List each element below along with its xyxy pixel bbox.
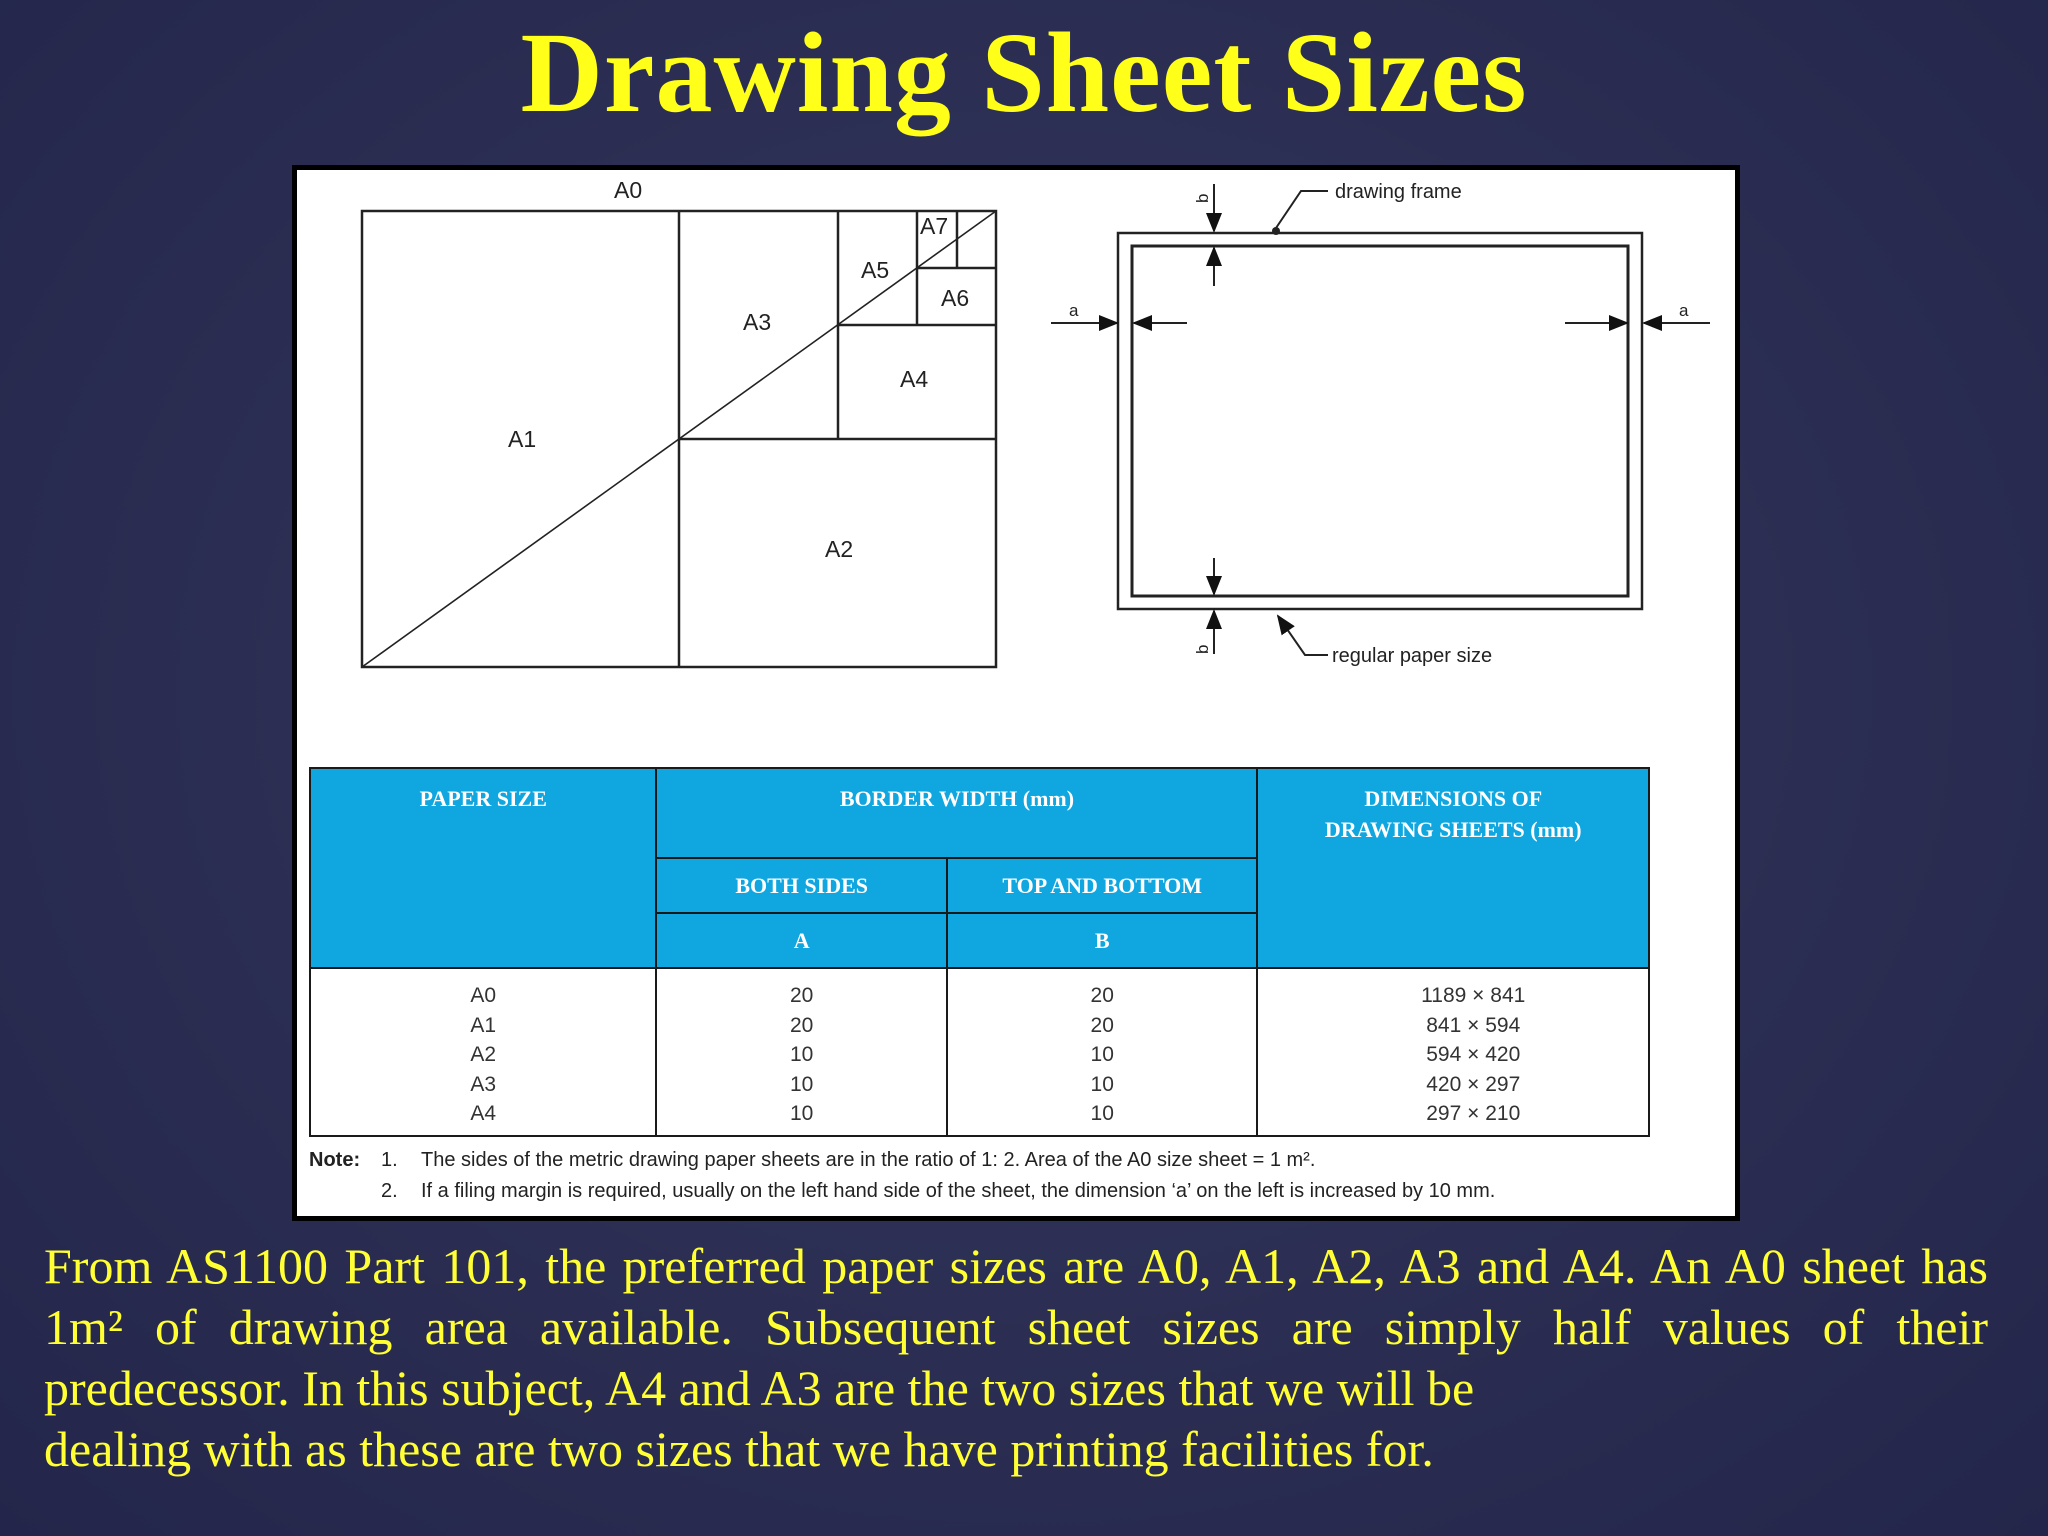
cell-b-a3: 10 (1090, 1072, 1114, 1096)
note-1-number: 1. (381, 1149, 398, 1171)
label-a6: A6 (941, 285, 970, 311)
paper-size-table (309, 767, 1650, 1137)
notes-label: Note: (309, 1149, 361, 1171)
drawing-frame-leader (1276, 191, 1328, 228)
regular-paper-leader (1278, 616, 1328, 655)
cell-a-a0: 20 (790, 984, 814, 1007)
label-a5: A5 (861, 257, 890, 283)
header-col-a: A (656, 913, 947, 968)
label-a7: A7 (920, 213, 949, 239)
table-notes (309, 1145, 1709, 1207)
margin-a-left-label: a (1069, 301, 1079, 320)
cell-size-a0: A0 (470, 984, 497, 1007)
cell-a-a4: 10 (790, 1102, 814, 1125)
drawing-frame-label: drawing frame (1335, 181, 1462, 203)
label-a1: A1 (508, 426, 537, 452)
column-dimensions (1257, 968, 1649, 1136)
label-a3: A3 (743, 309, 772, 335)
cell-dims-a3: 420 × 297 (1426, 1072, 1521, 1096)
cell-a-a2: 10 (790, 1043, 814, 1066)
header-dimensions-line1: DIMENSIONS OF (1364, 786, 1543, 811)
table-body-row (310, 968, 1649, 1136)
regular-paper-rect (1118, 233, 1642, 609)
label-a4: A4 (900, 366, 929, 392)
cell-dims-a0: 1189 × 841 (1421, 984, 1526, 1007)
cell-b-a2: 10 (1090, 1043, 1114, 1066)
cell-size-a4: A4 (470, 1102, 497, 1125)
header-paper-size: PAPER SIZE (310, 768, 656, 968)
cell-b-a0: 20 (1090, 984, 1114, 1007)
regular-paper-label: regular paper size (1332, 645, 1493, 667)
column-border-b (947, 968, 1258, 1136)
cell-b-a1: 20 (1090, 1013, 1114, 1037)
label-a0: A0 (614, 177, 643, 203)
note-2-number: 2. (381, 1180, 398, 1202)
column-border-a (656, 968, 947, 1136)
description-paragraph-1: From AS1100 Part 101, the preferred paper sizes are A0, A1, A2, A3 and A4. An A0 sheet has 1m² of drawing area available. Subsequent sheet sizes are simply half values of their predecessor. In this subject, A4 and A3 are the two sizes that we will be (44, 1238, 1988, 1416)
margin-b-top-label: b (1193, 193, 1212, 203)
cell-size-a3: A3 (470, 1072, 497, 1096)
header-dimensions-line2: DRAWING SHEETS (mm) (1324, 817, 1582, 842)
cell-a-a1: 20 (790, 1013, 814, 1037)
cell-a-a3: 10 (790, 1072, 814, 1096)
margin-a-right-label: a (1679, 301, 1689, 320)
a-series-subdivision-diagram (362, 211, 996, 667)
note-2-text: If a filing margin is required, usually on the left hand side of the sheet, the dimension ‘a’ on the left is increased by 10 mm. (421, 1180, 1496, 1202)
cell-size-a2: A2 (470, 1043, 497, 1066)
margin-b-bottom-label: b (1193, 644, 1212, 654)
diagram-panel (292, 165, 1740, 1221)
header-both-sides: BOTH SIDES (656, 858, 947, 913)
label-a2: A2 (825, 536, 854, 562)
header-col-b: B (947, 913, 1258, 968)
page-title: Drawing Sheet Sizes (520, 9, 1528, 136)
description-paragraph-2: dealing with as these are two sizes that we have printing facilities for. (44, 1421, 1434, 1477)
drawing-frame-diagram (1051, 184, 1710, 655)
drawing-frame-rect (1132, 246, 1628, 596)
column-paper-size (310, 968, 656, 1136)
header-dimensions (1257, 768, 1649, 968)
description-text (44, 1236, 1988, 1480)
header-border-width: BORDER WIDTH (mm) (656, 768, 1257, 858)
cell-dims-a2: 594 × 420 (1426, 1043, 1521, 1066)
header-top-bottom: TOP AND BOTTOM (947, 858, 1258, 913)
cell-b-a4: 10 (1090, 1102, 1114, 1125)
cell-dims-a4: 297 × 210 (1426, 1102, 1521, 1125)
cell-dims-a1: 841 × 594 (1426, 1013, 1521, 1037)
cell-size-a1: A1 (470, 1013, 497, 1037)
note-1-text: The sides of the metric drawing paper sheets are in the ratio of 1: 2. Area of the A0 size sheet = 1 m². (421, 1149, 1316, 1171)
